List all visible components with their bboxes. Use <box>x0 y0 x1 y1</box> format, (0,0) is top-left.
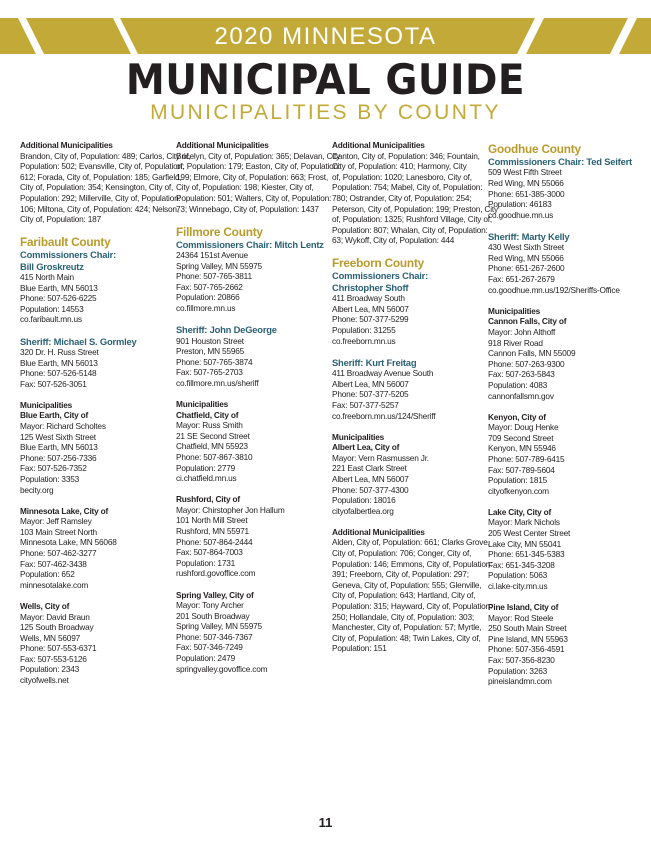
entry-line: 780; Ostrander, City of, Population: 254; <box>332 192 472 203</box>
commissioners-chair: Bill Groskreutz <box>20 260 84 272</box>
entry-line: Albert Lea, MN 56007 <box>332 303 409 314</box>
entry-subheading: Blue Earth, City of <box>20 410 89 421</box>
entry-line: Population: 2343 <box>20 664 80 675</box>
entry-line: Population: 1815 <box>488 475 548 486</box>
sheriff-heading: Sheriff: Michael S. Gormley <box>20 335 137 347</box>
column-3 <box>332 140 498 664</box>
page-number: 11 <box>318 815 333 830</box>
entry-block <box>20 506 165 591</box>
entry-line: Population: 292; Millerville, City of, Population: <box>20 192 181 203</box>
entry-line: Fax: 507-346-7249 <box>176 642 243 653</box>
entry-block <box>488 142 633 220</box>
entry-line: Mayor: Richard Scholtes <box>20 421 106 431</box>
entry-line: Population: 14553 <box>20 303 84 314</box>
entry-line: co.fillmore.mn.us/sheriff <box>176 377 259 388</box>
entry-line: Population: 18016 <box>332 495 396 506</box>
entry-subheading: Kenyon, City of <box>488 411 546 422</box>
entry-block <box>332 140 498 246</box>
entry-line: Rushford, MN 55971 <box>176 526 249 537</box>
entry-line: Population: 31255 <box>332 325 396 336</box>
entry-line: Phone: 507-765-3874 <box>176 356 253 367</box>
entry-block <box>332 526 493 654</box>
entry-line: Pine Island, MN 55963 <box>488 633 568 644</box>
entry-line: Alden, City of, Population: 661; Clarks Grove, <box>332 537 490 548</box>
entry-line: Brandon, City of, Population: 489; Carlos, City of, <box>20 150 191 161</box>
entry-line: City of, Population: 198; Kiester, City of, <box>176 182 314 193</box>
entry-line: Phone: 507-789-6415 <box>488 453 565 464</box>
entry-line: cannonfallsmn.gov <box>488 390 554 401</box>
entry-subheading: Additional Municipalities <box>20 140 113 150</box>
entry-line: Peterson, City of, Population: 199; Preston, City <box>332 203 498 214</box>
entry-line: Population: 5063 <box>488 570 548 581</box>
entry-line: Phone: 507-526-6225 <box>20 293 97 304</box>
entry-line: Mayor: Mark Nichols <box>488 517 560 528</box>
sheriff-heading: Sheriff: Marty Kelly <box>488 230 570 242</box>
entry-line: Population: 754; Mabel, City of, Population: <box>332 182 483 193</box>
entry-line: 201 South Broadway <box>176 610 250 621</box>
entry-line: Fax: 507-377-5257 <box>332 399 399 410</box>
entry-line: Fax: 507-765-2662 <box>176 281 243 292</box>
entry-line: Mayor: Jeff Ramsley <box>20 516 92 527</box>
entry-line: 415 North Main <box>20 272 74 283</box>
entry-line: Blue Earth, MN 56013 <box>20 442 98 453</box>
entry-line: co.freeborn.mn.us/124/Sheriff <box>332 410 436 421</box>
entry-line: Kenyon, MN 55946 <box>488 443 556 454</box>
entry-line: becity.org <box>20 484 54 495</box>
entry-line: Spring Valley, MN 55975 <box>176 260 262 271</box>
entry-line: co.freeborn.mn.us <box>332 335 396 346</box>
entry-line: Phone: 507-553-6371 <box>20 643 97 654</box>
entry-line: 509 West Fifth Street <box>488 167 562 178</box>
entry-line: Population: 146; Emmons, City of, Population: <box>332 558 493 569</box>
entry-line: Phone: 507-462-3277 <box>20 548 97 559</box>
commissioners-chair: Commissioners Chair: Mitch Lentz <box>176 238 324 250</box>
entry-line: City of, Population: 706; Conger, City of, <box>332 548 472 559</box>
entry-line: City of, Population: 354; Kensington, City of, <box>20 182 174 193</box>
entry-line: Blue Earth, MN 56013 <box>20 357 98 368</box>
entry-block <box>488 306 633 401</box>
commissioners-chair: Commissioners Chair: <box>332 270 429 282</box>
entry-line: Phone: 507-346-7367 <box>176 631 253 642</box>
entry-line: Lake City, MN 55041 <box>488 538 562 549</box>
entry-line: Population: 2479 <box>176 653 236 664</box>
entry-block <box>176 224 324 314</box>
entry-block <box>488 412 633 497</box>
entry-subheading: Additional Municipalities <box>332 526 425 537</box>
entry-line: 24364 151st Avenue <box>176 250 248 261</box>
entry-line: Preston, MN 55965 <box>176 346 245 357</box>
entry-block <box>176 590 321 675</box>
entry-subheading: Rushford, City of <box>176 494 240 505</box>
entry-line: 430 West Sixth Street <box>488 242 564 253</box>
entry-line: Cannon Falls, MN 55009 <box>488 348 576 359</box>
entry-line: Phone: 651-385-3000 <box>488 188 565 199</box>
entry-line: Population: 3263 <box>488 665 548 676</box>
entry-line: Wells, MN 56097 <box>20 632 81 643</box>
entry-line: co.faribault.mn.us <box>20 314 82 325</box>
entry-line: Phone: 507-864-2444 <box>176 536 253 547</box>
entry-line: 106; Miltona, City of, Population: 424; Nelson, <box>20 203 179 214</box>
entry-line: Red Wing, MN 55066 <box>488 252 564 263</box>
entry-line: Albert Lea, MN 56007 <box>332 378 409 389</box>
entry-line: 125 South Broadway <box>20 622 94 633</box>
entry-line: springvalley.govoffice.com <box>176 663 268 674</box>
entry-subheading: Pine Island, City of <box>488 602 559 613</box>
entry-line: of, Population: 179; Easton, City of, Population: <box>176 161 341 172</box>
entry-subheading: Wells, City of <box>20 600 70 611</box>
entry-line: Mayor: David Braun <box>20 611 90 622</box>
entry-line: 320 Dr. H. Russ Street <box>20 346 99 357</box>
entry-line: 125 West Sixth Street <box>20 431 96 442</box>
entry-line: Mayor: Doug Henke <box>488 422 559 433</box>
entry-line: pineislandmn.com <box>488 676 552 687</box>
entry-line: of, Population: 1020; Lanesboro, City of, <box>332 171 472 182</box>
entry-line: 411 Broadway Avenue South <box>332 368 434 379</box>
entry-line: Spring Valley, MN 55975 <box>176 621 262 632</box>
entry-block <box>20 235 165 325</box>
entry-line: Fax: 507-462-3438 <box>20 558 87 569</box>
entry-line: 21 SE Second Street <box>176 430 250 441</box>
entry-line: Mayor: Russ Smith <box>176 420 243 431</box>
entry-line: City of, Population: 410; Harmony, City <box>332 161 467 172</box>
column-4 <box>488 140 633 697</box>
entry-line: Population: 4083 <box>488 379 548 390</box>
entry-line: 221 East Clark Street <box>332 463 407 474</box>
commissioners-chair: Commissioners Chair: Ted Seifert <box>488 156 632 167</box>
column-2 <box>176 140 341 685</box>
entry-subheading: Municipalities <box>488 305 541 316</box>
entry-line: ci.chatfield.mn.us <box>176 473 237 484</box>
entry-line: Manchester, City of, Population: 57; Myrtle, <box>332 622 482 633</box>
entry-line: Mayor: Chirstopher Jon Hallum <box>176 504 285 515</box>
entry-line: Bricelyn, City of, Population: 365; Delavan, City <box>176 150 341 161</box>
county-heading: Freeborn County <box>332 256 425 271</box>
sheriff-heading: Sheriff: Kurt Freitag <box>332 356 417 368</box>
entry-block <box>20 601 165 686</box>
entry-line: Chatfield, MN 55923 <box>176 441 248 452</box>
county-heading: Fillmore County <box>176 224 263 239</box>
entry-line: Phone: 507-377-5205 <box>332 389 409 400</box>
entry-block <box>176 399 321 484</box>
entry-line: Population: 151 <box>332 643 387 654</box>
entry-line: Mayor: John Althoff <box>488 326 556 337</box>
commissioners-chair: Commissioners Chair: <box>20 249 117 261</box>
entry-line: Albert Lea, MN 56007 <box>332 473 409 484</box>
entry-line: 391; Freeborn, City of, Population: 297; <box>332 569 469 580</box>
entry-line: cityofwells.net <box>20 675 69 686</box>
entry-line: Fax: 507-553-5126 <box>20 653 87 664</box>
entry-line: of, Population: 1325; Rushford Village, City of, <box>332 214 492 225</box>
entry-line: Mayor: Rod Steele <box>488 612 554 623</box>
entry-line: 73; Winnebago, City of, Population: 1437 <box>176 203 319 214</box>
entry-line: Phone: 507-867-3810 <box>176 451 253 462</box>
entry-line: minnesotalake.com <box>20 579 89 590</box>
entry-line: cityofalbertlea.org <box>332 505 394 516</box>
entry-subheading: Municipalities <box>176 399 229 409</box>
entry-line: Population: 315; Hayward, City of, Population: <box>332 601 493 611</box>
entry-block <box>20 336 165 390</box>
entry-line: Phone: 507-356-4591 <box>488 644 565 655</box>
entry-line: Population: 46183 <box>488 199 552 210</box>
entry-line: Fax: 507-526-3051 <box>20 378 87 389</box>
entry-block <box>488 507 633 592</box>
entry-line: Phone: 507-377-4300 <box>332 484 409 495</box>
entry-line: Population: 2779 <box>176 462 236 473</box>
entry-line: Fax: 507-263-5843 <box>488 369 555 380</box>
entry-line: Fax: 507-765-2703 <box>176 367 243 378</box>
entry-block <box>332 432 477 517</box>
entry-line: 101 North Mill Street <box>176 515 248 526</box>
entry-line: 901 Houston Street <box>176 335 244 346</box>
entry-line: Population: 3353 <box>20 473 80 484</box>
banner-title: 2020 MINNESOTA <box>214 23 437 50</box>
county-heading: Faribault County <box>20 235 111 250</box>
entry-block <box>488 231 633 295</box>
entry-line: 250 South Main Street <box>488 623 567 634</box>
entry-line: Phone: 651-345-5383 <box>488 549 565 560</box>
entry-subheading: Albert Lea, City of <box>332 442 400 453</box>
entry-line: Fax: 651-345-3208 <box>488 559 555 570</box>
entry-line: Phone: 507-377-5299 <box>332 314 409 325</box>
entry-line: rushford.govoffice.com <box>176 568 256 579</box>
entry-line: Red Wing, MN 55066 <box>488 178 564 188</box>
entry-line: Population: 502; Evansville, City of, Population: <box>20 161 185 172</box>
entry-line: Phone: 507-256-7336 <box>20 452 97 463</box>
entry-subheading: Chatfield, City of <box>176 409 239 420</box>
entry-line: 63; Wykoff, City of, Population: 444 <box>332 235 455 246</box>
entry-subheading: Municipalities <box>332 431 385 442</box>
entry-line: 918 River Road <box>488 337 543 348</box>
entry-subheading: Municipalities <box>20 399 73 410</box>
header-banner <box>0 18 651 54</box>
entry-subheading: Additional Municipalities <box>332 140 425 150</box>
page-subtitle: MUNICIPALITIES BY COUNTY <box>150 101 501 124</box>
entry-line: Phone: 507-765-3811 <box>176 271 252 282</box>
entry-line: Canton, City of, Population: 346; Fountain, <box>332 150 480 161</box>
entry-line: 199; Elmore, City of, Population: 663; Frost, <box>176 171 328 182</box>
entry-line: 709 Second Street <box>488 432 554 443</box>
entry-line: co.fillmore.mn.us <box>176 303 236 314</box>
entry-line: co.goodhue.mn.us/192/Sheriffs-Office <box>488 284 620 295</box>
entry-line: Fax: 507-789-5604 <box>488 464 555 475</box>
entry-block <box>488 602 633 687</box>
entry-block <box>332 357 477 421</box>
entry-line: Phone: 507-526-5148 <box>20 368 97 379</box>
commissioners-chair: Christopher Shoff <box>332 281 409 293</box>
entry-line: 205 West Center Street <box>488 528 571 539</box>
entry-line: Phone: 651-267-2600 <box>488 263 565 274</box>
entry-line: 103 Main Street North <box>20 526 97 537</box>
entry-block <box>20 400 165 495</box>
entry-line: Fax: 507-356-8230 <box>488 655 555 666</box>
entry-line: Population: 20866 <box>176 292 240 303</box>
entry-subheading: Minnesota Lake, City of <box>20 505 109 516</box>
entry-line: City of, Population: 48; Twin Lakes, City of, <box>332 632 481 643</box>
entry-block <box>20 140 191 225</box>
entry-line: Population: 1731 <box>176 557 236 568</box>
entry-line: Population: 652 <box>20 569 75 580</box>
entry-line: Population: 807; Whalan, City of, Population: <box>332 224 488 235</box>
entry-line: Fax: 507-864-7003 <box>176 547 243 558</box>
entry-line: cityofkenyon.com <box>488 485 549 496</box>
entry-subheading: Cannon Falls, City of <box>488 316 567 327</box>
entry-block <box>176 140 341 214</box>
entry-line: co.goodhue.mn.us <box>488 209 554 220</box>
entry-line: City of, Population: 643; Hartland, City of, <box>332 590 476 601</box>
entry-subheading: Spring Valley, City of <box>176 589 254 600</box>
entry-line: Mayor: Vern Rasmussen Jr. <box>332 452 429 463</box>
entry-line: Minnesota Lake, MN 56068 <box>20 537 117 548</box>
county-heading: Goodhue County <box>488 142 581 156</box>
entry-block <box>176 494 321 579</box>
entry-line: Population: 501; Walters, City of, Population: <box>176 192 332 203</box>
page-title: MUNICIPAL GUIDE <box>125 55 526 104</box>
column-1 <box>20 140 191 696</box>
entry-line: Mayor: Tony Archer <box>176 600 244 611</box>
entry-line: 612; Forada, City of, Population: 185; Garfield, <box>20 171 182 182</box>
entry-line: Geneva, City of, Population: 555; Glenville, <box>332 579 482 590</box>
entry-line: ci.lake-city.mn.us <box>488 581 548 591</box>
entry-line: Phone: 507-263-9300 <box>488 358 565 369</box>
entry-line: Fax: 651-267-2679 <box>488 274 555 285</box>
sheriff-heading: Sheriff: John DeGeorge <box>176 324 277 336</box>
entry-subheading: Additional Municipalities <box>176 140 269 150</box>
entry-line: 250; Hollandale, City of, Population: 303; <box>332 611 474 622</box>
entry-line: City of, Population: 187 <box>20 214 101 225</box>
entry-line: Blue Earth, MN 56013 <box>20 282 98 293</box>
entry-block <box>176 324 321 388</box>
entry-subheading: Lake City, City of <box>488 506 552 517</box>
entry-line: 411 Broadway South <box>332 293 405 304</box>
entry-block <box>332 256 477 346</box>
entry-line: Fax: 507-526-7352 <box>20 463 87 474</box>
